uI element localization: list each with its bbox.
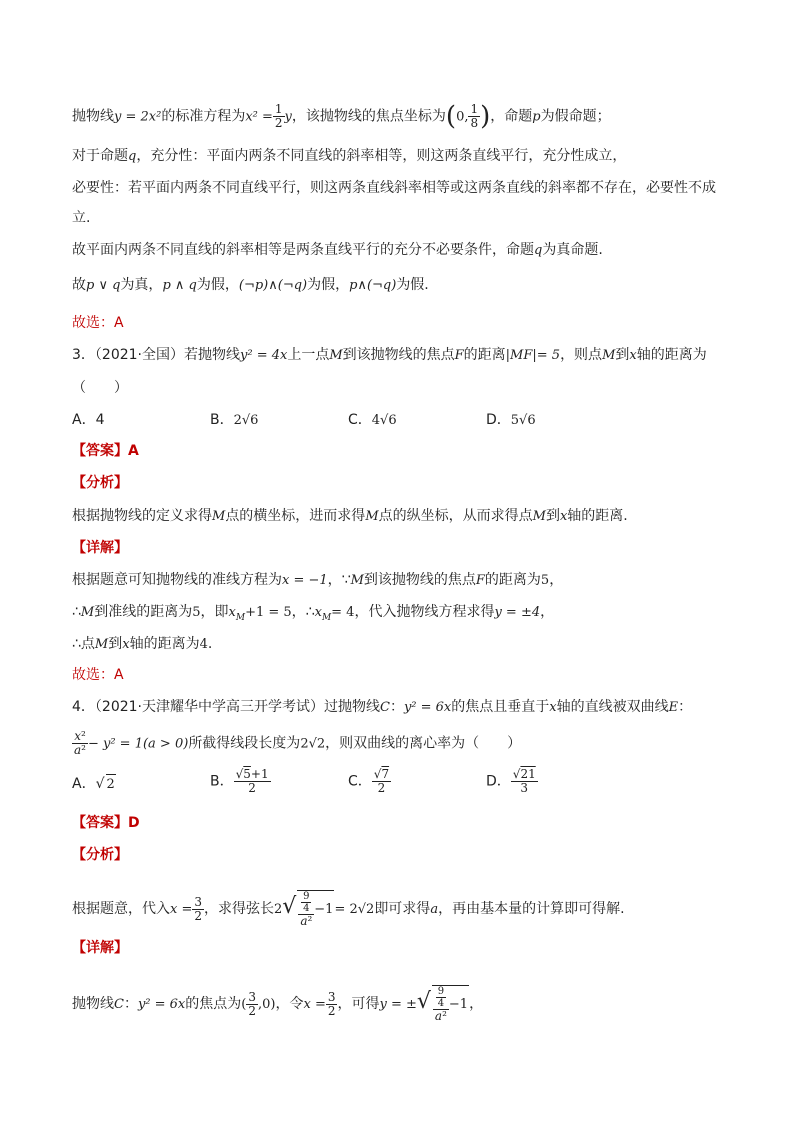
text: 根据题意可知抛物线的准线方程为: [72, 572, 282, 588]
fraction: $\frac{√7}{2}$: [373, 767, 390, 795]
text: 轴的距离为: [636, 347, 707, 363]
math: q: [128, 149, 137, 164]
math: y² = 6x: [403, 700, 452, 715]
math: M: [350, 573, 364, 588]
q4-option-d: [486, 768, 538, 795]
text: 轴的距离.: [567, 508, 628, 524]
q3-stem: [72, 345, 707, 366]
math: ,0): [258, 997, 276, 1012]
text: ：: [389, 699, 404, 715]
math: y: [284, 109, 292, 125]
math: x: [549, 700, 557, 715]
math: E: [668, 700, 679, 715]
q4-answer-tag: [72, 813, 140, 833]
math: x =: [303, 997, 326, 1012]
text: 根据抛物线的定义求得: [72, 508, 212, 524]
math: M: [212, 509, 226, 524]
text: ：: [678, 699, 693, 715]
q4-analysis-tag: [72, 845, 128, 865]
text: 到该抛物线的焦点: [363, 572, 476, 588]
text: ，则双曲线的离心率为（ ）: [325, 735, 522, 752]
math: a: [430, 902, 439, 917]
math: M: [80, 605, 95, 620]
text: 的标准方程为: [161, 108, 246, 125]
math: 5√6: [510, 413, 536, 428]
q4-option-c: [348, 768, 391, 795]
text: 为真命题.: [542, 242, 603, 258]
text: 所截得线段长度为: [188, 735, 301, 752]
math: C: [380, 700, 390, 715]
math: F: [475, 573, 485, 588]
text: 【答案】A: [72, 443, 139, 459]
text: 到准线的距离为: [94, 604, 193, 620]
text: （ ）: [72, 380, 128, 396]
q4-stem: [72, 697, 692, 718]
text: 即可求得: [374, 901, 431, 917]
math: − y² = 1(a > 0): [87, 736, 189, 752]
fraction: $\frac{3}{2}$: [248, 989, 256, 1018]
q3-option-a: [72, 410, 104, 430]
text: ，命题: [490, 108, 533, 125]
math: M: [365, 509, 379, 524]
q4-detail-1: 抛物线C：y² = 6x的焦点为( $\frac{3}{2}$ ,0)，令x = $\frac{3}{2}$ ，可得y = ±√ $\frac{\frac{9}{4}}{\text{a²}}$ −1，: [72, 986, 484, 1023]
q4-option-b: [210, 768, 271, 795]
q3-analysis-tag: [72, 473, 128, 493]
text: 点的横坐标，进而求得: [225, 508, 366, 524]
text: 为假，: [196, 277, 239, 293]
text: ，代入抛物线方程求得: [354, 604, 495, 620]
text: 故选：A: [72, 315, 124, 331]
text: C．: [348, 773, 372, 790]
q3-detail-1: [72, 570, 563, 591]
text: ：: [123, 996, 138, 1012]
fraction: $\frac{3}{2}$: [194, 894, 202, 923]
math: |MF|= 5: [505, 348, 561, 363]
text: ，即: [200, 604, 229, 620]
text: 点的纵坐标，从而求得点: [378, 508, 533, 524]
line-7-answer: [72, 313, 124, 333]
text: .: [207, 636, 213, 652]
text: ，∵: [327, 572, 351, 588]
math: +1 = 5: [245, 605, 292, 620]
line-3: [72, 178, 716, 198]
text: ∴: [72, 604, 81, 620]
math: p∧(¬q): [349, 278, 397, 293]
math: y = ±: [379, 997, 417, 1012]
text: D．: [486, 773, 511, 790]
math: (¬p)∧(¬q): [238, 278, 308, 293]
math: y² = 4x: [240, 348, 288, 363]
text: 故平面内两条不同直线的斜率相等是两条直线平行的充分不必要条件，命题: [72, 242, 534, 258]
math: x: [559, 509, 568, 524]
text: 抛物线: [72, 996, 114, 1012]
q3-detail-tag: [72, 538, 128, 558]
math: 4√6: [371, 413, 397, 428]
text: ，求得弦长: [204, 901, 274, 917]
text: 上一点: [287, 347, 330, 363]
math: M: [94, 637, 109, 652]
q3-choose: [72, 665, 124, 685]
fraction: $\frac{1}{8}$: [470, 102, 479, 130]
q3-detail-2: ∴M到准线的距离为5，即$x_M+1 = 5$，$\therefore x_M= 4$，代入抛物线方程求得y = ±4，: [72, 604, 555, 623]
text: 【分析】: [72, 475, 128, 491]
text: 到该抛物线的焦点: [342, 347, 455, 363]
math: y = 2x²: [114, 109, 162, 125]
text: 为假命题；: [540, 108, 611, 125]
fraction: $\frac{\text{x²}}{\text{a²}}$: [74, 729, 86, 757]
text: D．: [486, 412, 511, 428]
text: 轴的距离为: [129, 636, 200, 652]
math: 4: [199, 637, 208, 652]
line-6: [72, 275, 429, 296]
text: 故: [72, 277, 86, 293]
text: ，令: [275, 996, 304, 1012]
q3-analysis: [72, 506, 628, 527]
fraction: $\frac{√5+1}{2}$: [235, 767, 269, 795]
text: 到: [108, 636, 123, 652]
q3-option-d: [486, 410, 536, 431]
q4-stem-2: [72, 730, 521, 757]
text: ，充分性：平面内两条不同直线的斜率相等，则这两条直线平行，充分性成立，: [136, 148, 627, 164]
math: p: [532, 109, 541, 125]
text: 【详解】: [72, 940, 128, 956]
text: A．4: [72, 412, 105, 428]
math: q: [534, 243, 543, 258]
math: −1: [314, 902, 334, 917]
text: 到: [615, 347, 630, 363]
q3-detail-3: [72, 634, 212, 655]
math: (: [241, 997, 247, 1012]
fraction: $\frac{√21}{3}$: [512, 767, 536, 795]
text: A．: [72, 776, 96, 792]
math: −1: [448, 997, 469, 1012]
q4-analysis: 根据题意，代入x = $\frac{3}{2}$ ，求得弦长2√ $\frac{\frac{9}{4}}{\text{a²}}$ −1= 2√2即可求得a，再由基本量的计算即可得解.: [72, 891, 625, 928]
text: B．: [210, 773, 234, 790]
text: ∴点: [72, 636, 95, 652]
text: 对于命题: [72, 148, 128, 164]
text: ，: [549, 572, 564, 588]
text: 【详解】: [72, 540, 128, 556]
text: 抛物线: [72, 108, 114, 125]
q4-detail-tag: [72, 938, 128, 958]
math: x =: [170, 902, 193, 917]
text: 为假，: [307, 277, 350, 293]
math: y = ±4: [494, 605, 541, 620]
math: F: [454, 348, 464, 363]
text: 必要性：若平面内两条不同直线平行，则这两条直线斜率相等或这两条直线的斜率都不存在，必要性不成: [72, 180, 716, 196]
math: 2√2: [300, 736, 326, 752]
math: C: [114, 997, 124, 1012]
fraction: $\frac{\frac{9}{4}}{\text{a²}}$: [434, 986, 447, 1023]
math: M: [329, 348, 343, 363]
line-4: [72, 208, 90, 228]
text: 的距离: [463, 347, 506, 363]
fraction: $\frac{1}{2}$: [274, 102, 283, 130]
q3-option-b: [210, 410, 258, 431]
math: x: [629, 348, 637, 363]
math: x = −1: [282, 573, 328, 588]
text: 到: [545, 508, 560, 524]
math: x² =: [245, 109, 273, 125]
text: 立.: [72, 210, 91, 226]
text: C．: [348, 412, 372, 428]
text: 的距离为: [484, 572, 541, 588]
line-5: [72, 240, 603, 261]
q3-answer-tag: [72, 441, 139, 461]
q3-paren: [72, 378, 128, 398]
math: 0,: [456, 109, 469, 125]
math: p ∨ q: [86, 278, 121, 293]
text: ，: [540, 604, 555, 620]
text: ，: [469, 996, 484, 1012]
math: y² = 6x: [137, 997, 186, 1012]
math: 5: [540, 573, 550, 588]
text: 为假.: [396, 277, 429, 293]
line-1: 抛物线y = 2x²的标准方程为x² = $\frac{1}{2}$ y，该抛物线的焦点坐标为(0, $\frac{1}{8}$ )，命题p为假命题；: [72, 101, 611, 132]
math: x: [314, 605, 322, 620]
line-2: [72, 146, 626, 167]
text: ，则点: [560, 347, 603, 363]
math: = 2√2: [334, 902, 375, 917]
math: M: [532, 509, 546, 524]
text: 故选：A: [72, 667, 124, 683]
text: ，可得: [337, 996, 380, 1012]
text: ，再由基本量的计算即可得解.: [438, 901, 625, 917]
text: 的焦点且垂直于: [451, 699, 550, 715]
text: ，∴: [291, 604, 315, 620]
text: 根据题意，代入: [72, 901, 170, 917]
text: B．: [210, 412, 234, 428]
fraction: $\frac{3}{2}$: [327, 989, 336, 1018]
math: 5: [192, 605, 201, 620]
text: 3．（2021·全国）若抛物线: [72, 347, 240, 363]
math: p ∧ q: [162, 278, 197, 293]
math: = 4: [331, 605, 355, 620]
text: 【答案】D: [72, 815, 140, 831]
text: 的焦点为: [185, 996, 242, 1012]
fraction: $\frac{\frac{9}{4}}{\text{a²}}$: [300, 891, 313, 928]
text: ，该抛物线的焦点坐标为: [291, 108, 446, 125]
q3-option-c: [348, 410, 397, 431]
math: x: [122, 637, 130, 652]
text: 为真，: [120, 277, 163, 293]
text: 【分析】: [72, 847, 128, 863]
math: M: [602, 348, 616, 363]
text: 4．（2021·天津耀华中学高三开学考试）过抛物线: [72, 699, 380, 715]
math: x: [228, 605, 236, 620]
q4-option-a: A．√ 2: [72, 774, 116, 795]
math: 2√6: [233, 413, 259, 428]
text: 轴的直线被双曲线: [556, 699, 669, 715]
